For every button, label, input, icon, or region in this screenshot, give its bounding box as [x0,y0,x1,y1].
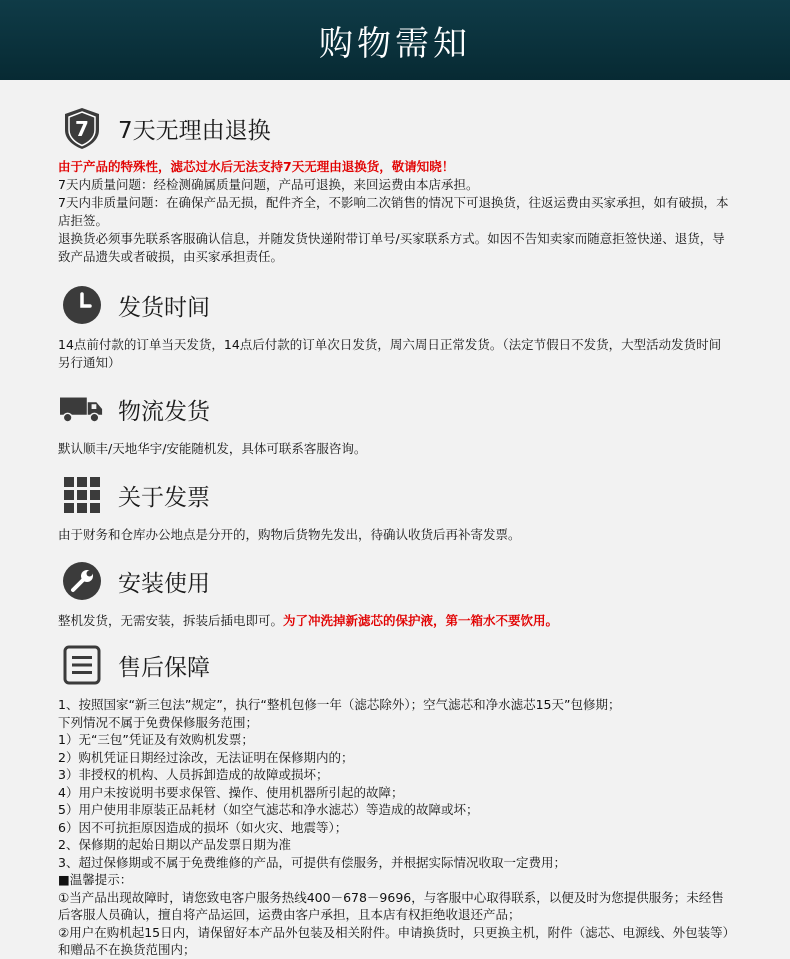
aftersales-title: 售后保障 [118,654,210,681]
grid-icon [60,473,104,517]
invoice-section [58,470,732,544]
logistics-section [58,384,732,458]
shipping-time-section [58,280,732,372]
install-warning: 为了冲洗掉新滤芯的保护液，第一箱水不要饮用。 [283,613,559,628]
invoice-title: 关于发票 [118,484,210,511]
aftersales-line-10: 3、超过保修期或不属于免费维修的产品，可提供有偿服务，并根据实际情况收取一定费用； [58,854,566,870]
logistics-text: 默认顺丰/天地华宇/安能随机发，具体可联系客服咨询。 [58,441,367,456]
shipping-time-header [60,280,732,330]
aftersales-line-8: 6）因不可抗拒原因造成的损坏（如火灾、地震等）； [58,819,348,835]
page-title: 购物需知 [319,23,471,64]
aftersales-header [60,640,732,690]
returns-line-3: 退换货必须事先联系客服确认信息，并随发货快递附带订单号/买家联系方式。如因不告知卖家而随意拒签快递、退货，导致产品遗失或者破损，由买家承担责任。 [58,231,725,264]
returns-line-1: 7天内质量问题：经检测确属质量问题，产品可退换，来回运费由本店承担。 [58,177,479,192]
svg-text:7: 7 [75,117,89,141]
shipping-time-title: 发货时间 [118,294,210,321]
aftersales-line-9: 2、保修期的起始日期以产品发票日期为准 [58,837,291,852]
returns-warning: 由于产品的特殊性，滤芯过水后无法支持7天无理由退换货，敬请知晓！ [58,159,455,174]
clock-icon [60,283,104,327]
aftersales-line-12: ①当产品出现故障时，请您致电客户服务热线400－678－9696，与客服中心取得联系，以便及时为您提供服务；未经售后客服人员确认，擅自将产品运回，运费由客户承担，且本店有权拒绝收退还产品； [58,889,724,922]
page-header [0,0,790,80]
aftersales-line-3: 1）无“三包”凭证及有效购机发票； [58,732,254,747]
returns-header [60,100,732,156]
truck-icon [60,387,104,431]
aftersales-line-7: 5）用户使用非原装正品耗材（如空气滤芯和净水滤芯）等造成的故障或坏； [58,802,479,817]
invoice-header [60,470,732,520]
install-section [58,556,732,630]
install-title: 安装使用 [118,570,210,597]
invoice-text: 由于财务和仓库办公地点是分开的，购物后货物先发出，待确认收货后再补寄发票。 [58,527,521,542]
aftersales-line-2: 下列情况不属于免费保修服务范围； [58,714,259,730]
logistics-title: 物流发货 [118,398,210,425]
aftersales-section [58,640,732,959]
content [0,80,790,959]
document-list-icon [60,643,104,687]
install-text-line [58,612,732,630]
aftersales-line-1: 1、按照国家“新三包法”规定”，执行“整机包修一年（滤芯除外）；空气滤芯和净水滤芯15天”包修期； [58,697,621,712]
logistics-header [60,384,732,434]
install-header [60,556,732,606]
returns-line-2: 7天内非质量问题：在确保产品无损，配件齐全，不影响二次销售的情况下可退换货，往返运费由买家承担，如有破损，本店拒签。 [58,195,729,228]
shipping-time-text: 14点前付款的订单当天发货，14点后付款的订单次日发货，周六周日正常发货。（法定节假日不发货，大型活动发货时间另行通知） [58,337,722,370]
aftersales-line-4: 2）购机凭证日期经过涂改，无法证明在保修期内的； [58,749,354,765]
shield-7-icon [60,106,104,150]
wrench-icon [60,559,104,603]
install-text: 整机发货，无需安装，拆装后插电即可。 [58,613,284,628]
returns-section [58,100,732,266]
aftersales-line-11: ■温馨提示： [58,872,133,887]
aftersales-line-13: ②用户在购机起15日内，请保留好本产品外包装及相关附件。申请换货时，只更换主机，附件（滤芯、电源线、外包装等）和赠品不在换货范围内； [58,924,729,957]
returns-title: 7天无理由退换 [118,117,271,144]
aftersales-line-5: 3）非授权的机构、人员拆卸造成的故障或损坏； [58,767,329,782]
aftersales-line-6: 4）用户未按说明书要求保管、操作、使用机器所引起的故障； [58,784,404,800]
